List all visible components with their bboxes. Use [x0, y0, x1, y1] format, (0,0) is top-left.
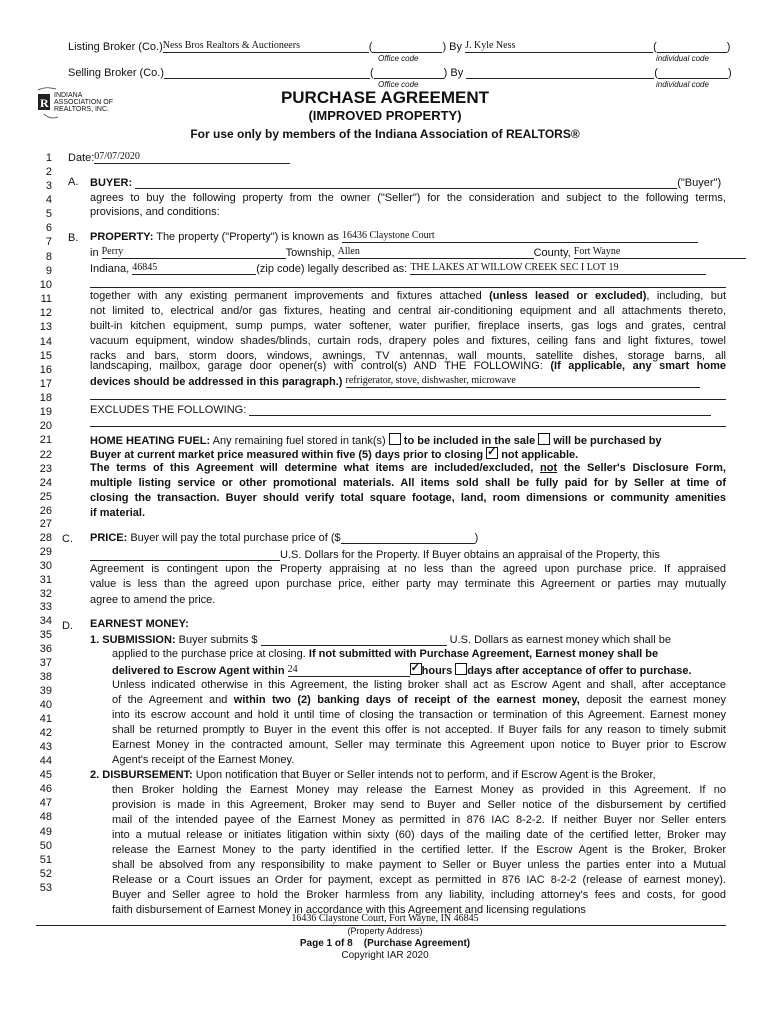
line-number: 29 — [39, 546, 52, 558]
line-number: 48 — [39, 811, 52, 823]
selling-office-code-field[interactable] — [374, 66, 444, 79]
heating-label: HOME HEATING FUEL: — [90, 435, 211, 447]
earnest-line-36b: If not submitted with Purchase Agreement, Earnest money shall be — [308, 648, 659, 660]
legal-description-field[interactable]: THE LAKES AT WILLOW CREEK SEC I LOT 19 — [410, 262, 706, 275]
submission-label: SUBMISSION: — [102, 634, 176, 646]
office-code-label-1: Office code — [378, 54, 419, 63]
line-number: 49 — [39, 826, 52, 838]
township-field[interactable]: Allen — [338, 246, 534, 259]
line-number: 19 — [39, 406, 52, 418]
line-number: 4 — [45, 194, 52, 206]
legal-description-line-10[interactable] — [90, 287, 726, 288]
logo-line-1: INDIANA — [54, 92, 83, 99]
line-number: 26 — [39, 505, 52, 517]
svg-text:R: R — [40, 96, 49, 110]
property-text-line-15: racks and bars, storm doors, windows, awnings, TV antennas, wall mounts, satellite dishes, storage barns, all — [90, 350, 726, 362]
disb-line-46: provision is made in this Agreement, Broker may send to Buyer and Seller notice of the disbursement by certified — [112, 799, 726, 811]
selling-broker-row: Selling Broker (Co.) ( ) By ( ) — [68, 67, 732, 79]
line-number: 41 — [39, 713, 52, 725]
line-number: 1 — [45, 152, 52, 164]
individual-code-label-2: individual code — [656, 80, 709, 89]
line-number: 6 — [45, 222, 52, 234]
line-number: 31 — [39, 574, 52, 586]
price-label: PRICE: — [90, 532, 128, 544]
zip-field[interactable]: 46845 — [132, 262, 256, 275]
buyer-row — [90, 176, 721, 189]
property-row-17 — [90, 375, 700, 388]
disb-line-48: into a mutual release or initiates litigation within sixty (60) days of the mailing date of the certified letter, Broker may — [112, 829, 726, 841]
listing-broker-field[interactable]: Ness Bros Realtors & Auctioneers — [163, 40, 369, 53]
page-subtitle: (IMPROVED PROPERTY) — [308, 108, 462, 123]
price-row — [90, 531, 478, 544]
line-number: 2 — [45, 166, 52, 178]
footer-copyright: Copyright IAR 2020 — [341, 950, 429, 961]
section-a-letter: A. — [68, 176, 79, 188]
earnest-line-36a: applied to the purchase price at closing. — [112, 648, 306, 660]
line-number: 18 — [39, 392, 52, 404]
footer-address-label: (Property Address) — [347, 926, 423, 936]
line-number: 42 — [39, 727, 52, 739]
earnest-amount-field[interactable] — [261, 633, 447, 646]
days-checkbox[interactable] — [455, 663, 467, 675]
price-text: Buyer will pay the total purchase price of ($ — [130, 532, 341, 544]
price-row-29 — [90, 548, 660, 561]
zip-label: (zip code) legally described as: — [256, 263, 408, 275]
line-number: 43 — [39, 741, 52, 753]
terms-line-23: The terms of this Agreement will determine what items are included/excluded, not the Seller's Disclosure Form, — [90, 462, 726, 474]
line-number: 50 — [39, 840, 52, 852]
included-items-field[interactable]: refrigerator, stove, dishwasher, microwave — [346, 375, 700, 388]
line-number: 39 — [39, 685, 52, 697]
earnest-row-36 — [112, 648, 658, 660]
heating-opt1: to be included in the sale — [403, 435, 536, 447]
earnest-line-42: Earnest Money in the contracted amount, Seller may terminate this Agreement upon notice to Buyer prior to Escrow — [112, 739, 726, 751]
listing-broker-label: Listing Broker (Co.) — [68, 41, 163, 53]
date-field[interactable]: 07/07/2020 — [94, 151, 290, 164]
line-number: 32 — [39, 588, 52, 600]
excludes-line-20[interactable] — [90, 426, 726, 427]
section-b-letter: B. — [68, 232, 79, 244]
line-number: 3 — [45, 180, 52, 192]
disb-line-51: Release or a Court issues an Order for payment, except as permitted in 876 IAC 8-2-2 (release of earnest money). — [112, 874, 726, 886]
line-number: 20 — [39, 420, 52, 432]
line-number: 22 — [39, 449, 52, 461]
logo-line-2: ASSOCIATION OF — [54, 99, 113, 106]
property-row-7 — [90, 230, 698, 243]
heating-line-22: Buyer at current market price measured within five (5) days prior to closing — [90, 449, 484, 461]
submission-num: 1. — [90, 634, 100, 646]
disbursement-label: DISBURSEMENT: — [102, 769, 193, 781]
office-code-label-2: Office code — [378, 80, 419, 89]
line-number: 10 — [39, 279, 52, 291]
individual-code-label-1: individual code — [656, 54, 709, 63]
city-field[interactable]: Perry — [102, 246, 286, 259]
submission-text: Buyer submits $ — [178, 634, 258, 646]
footer-page-info: Page 1 of 8 (Purchase Agreement) — [299, 938, 471, 949]
price-close: ) — [474, 532, 479, 544]
listing-broker-row: Listing Broker (Co.)Ness Bros Realtors & Auctioneers ( ) By J. Kyle Ness ( ) — [68, 40, 731, 53]
buyer-suffix: ("Buyer") — [677, 177, 722, 189]
excludes-field[interactable] — [249, 403, 711, 416]
selling-broker-field[interactable] — [164, 66, 370, 79]
disb-line-52: Buyer and Seller agree to hold the Broker harmless from any liability, including attorney's fees and costs, for good — [112, 889, 726, 901]
excludes-label: EXCLUDES THE FOLLOWING: — [90, 404, 247, 416]
line-number: 37 — [39, 657, 52, 669]
disb-line-50: shall be absolved from any responsibility to make payment to Seller or Buyer unless the parties enter into a Mutual — [112, 859, 726, 871]
terms-line-24: multiple listing service or other promotional materials. All items sold shall be fully paid for by Seller at time of — [90, 477, 726, 489]
line-number: 25 — [39, 491, 52, 503]
submission-row — [90, 633, 671, 646]
by-label: By — [449, 41, 463, 53]
line-number: 53 — [39, 882, 52, 894]
disbursement-row — [90, 769, 656, 781]
line-number: 27 — [39, 518, 52, 530]
price-words-field[interactable] — [90, 548, 280, 561]
township-label: Township, — [285, 247, 335, 259]
date-row — [68, 151, 290, 164]
footer-address: 16436 Claystone Court, Fort Wayne, IN 46845 — [291, 913, 479, 924]
line-number: 23 — [39, 463, 52, 475]
date-label: Date: — [68, 152, 95, 164]
price-line-31: value is less than the agreed upon purchase price, either party may terminate this Agreement or parties may mutually — [90, 578, 726, 590]
line-number: 9 — [45, 265, 52, 277]
section-c-letter: C. — [62, 533, 73, 545]
line-number: 28 — [39, 532, 52, 544]
purchased-checkbox[interactable] — [538, 433, 550, 445]
buyer-field[interactable] — [135, 176, 677, 189]
line-number: 11 — [40, 293, 52, 305]
line-number: 15 — [39, 350, 52, 362]
terms-line-26: if material. — [90, 507, 146, 519]
line-number: 34 — [39, 615, 52, 627]
selling-broker-label: Selling Broker (Co.) — [68, 67, 164, 79]
earnest-row-37 — [112, 663, 692, 677]
line-number: 44 — [39, 755, 52, 767]
earnest-line-37a: delivered to Escrow Agent within — [112, 665, 285, 677]
listing-individual-code-field[interactable] — [657, 40, 727, 53]
line-number: 38 — [39, 671, 52, 683]
listing-agent-field[interactable]: J. Kyle Ness — [465, 40, 653, 53]
price-line-32: agree to amend the price. — [90, 594, 216, 606]
line-number: 7 — [45, 236, 52, 248]
selling-individual-code-field[interactable] — [658, 66, 728, 79]
hours-checkbox[interactable] — [410, 663, 422, 675]
included-items-line-18[interactable] — [90, 399, 726, 400]
property-text-line-11: together with any existing permanent improvements and fixtures attached (unless leased or excluded), including, but — [90, 290, 726, 302]
line-number: 14 — [39, 336, 52, 348]
price-amount-field[interactable] — [341, 531, 475, 544]
hours-label: hours — [421, 665, 453, 677]
line-number: 36 — [39, 643, 52, 655]
line-number: 52 — [39, 868, 52, 880]
disb-line-45: then Broker holding the Earnest Money may release the Earnest Money as provided in this Agreement. If no — [112, 784, 726, 796]
price-line-30: Agreement is contingent upon the Property appraising at no less than the agreed upon purchase price. If appraised — [90, 563, 726, 575]
line-number: 24 — [39, 477, 52, 489]
page-title: PURCHASE AGREEMENT — [280, 88, 490, 107]
earnest-line-38: Unless indicated otherwise in this Agreement, the listing broker shall act as Escrow Agent and shall, after acceptance — [112, 679, 726, 691]
property-text-line-12: not limited to, electrical and/or gas fixtures, heating and central air-conditioning equipment and all attachments thereto, — [90, 305, 726, 317]
state-label: Indiana, — [90, 263, 130, 275]
line-number: 5 — [45, 208, 52, 220]
days-label: days after acceptance of offer to purchase. — [467, 665, 692, 677]
selling-agent-field[interactable] — [466, 66, 654, 79]
heating-text: Any remaining fuel stored in tank(s) — [212, 435, 386, 447]
disb-line-53: faith disbursement of Earnest Money in accordance with this Agreement and licensing regulations — [112, 904, 586, 916]
earnest-line-40: into its escrow account and hold it until time of closing the transaction or termination of this Agreement. Earnest money — [112, 709, 726, 721]
disb-line-49: release the Earnest Money to the party identified in the certified letter. If the Escrow Agent is the Broker, Broker — [112, 844, 726, 856]
line-number: 12 — [39, 307, 52, 319]
earnest-line-43: Agent's receipt of the Earnest Money. — [112, 754, 295, 766]
section-d-letter: D. — [62, 620, 73, 632]
not-applicable-label: not applicable. — [501, 449, 579, 461]
included-checkbox[interactable] — [389, 433, 401, 445]
not-applicable-checkbox[interactable] — [486, 447, 498, 459]
submission-tail: U.S. Dollars as earnest money which shall be — [449, 634, 671, 646]
buyer-text-line-4: agrees to buy the following property from the owner ("Seller") for the consideration and subject to the following terms, — [90, 192, 726, 204]
heating-row-22 — [90, 447, 578, 461]
heating-opt2: will be purchased by — [553, 435, 662, 447]
listing-office-code-field[interactable] — [372, 40, 442, 53]
buyer-text-line-5: provisions, and conditions: — [90, 206, 220, 218]
property-address-field[interactable]: 16436 Claystone Court — [342, 230, 698, 243]
line-number: 47 — [39, 797, 52, 809]
property-row-9 — [90, 262, 706, 275]
delivery-time-field[interactable]: 24 — [288, 664, 410, 677]
line-number: 8 — [45, 251, 52, 263]
earnest-label: EARNEST MONEY: — [90, 618, 189, 630]
line-number: 21 — [39, 434, 52, 446]
logo-line-3: REALTORS, INC. — [54, 106, 109, 113]
smart-home-note: devices should be addressed in this paragraph.) — [90, 376, 343, 388]
by-label-2: By — [450, 67, 464, 79]
line-number: 45 — [39, 769, 52, 781]
disbursement-text: Upon notification that Buyer or Seller intends not to perform, and if Escrow Agent is the Broker, — [195, 769, 656, 781]
disb-line-47: mail of the intended payee of the Earnest Money as permitted in 876 IAC 8-2-2. If neither Buyer nor Seller enters — [112, 814, 726, 826]
line-number: 30 — [39, 560, 52, 572]
county-field[interactable]: Fort Wayne — [574, 246, 746, 259]
property-text-line-16: landscaping, mailbox, garage door opener(s) with control(s) AND THE FOLLOWING: (If applicable, any smart home — [90, 360, 726, 372]
line-number: 46 — [39, 783, 52, 795]
price-line-29: U.S. Dollars for the Property. If Buyer obtains an appraisal of the Property, this — [280, 549, 660, 561]
heating-row — [90, 433, 662, 447]
county-label: County, — [533, 247, 571, 259]
excludes-row — [90, 403, 711, 416]
property-row-8 — [90, 246, 746, 259]
property-text-line-13: built-in kitchen equipment, sump pumps, water softener, water purifier, fireplace inserts, gas logs and grates, central — [90, 320, 726, 332]
earnest-line-41: shall be returned promptly to Buyer in the event this offer is not accepted. If Buyer fails for any reason to timely submit — [112, 724, 726, 736]
buyer-label: BUYER: — [90, 177, 133, 189]
line-number: 51 — [39, 854, 52, 866]
line-number: 40 — [39, 699, 52, 711]
line-number: 33 — [39, 601, 52, 613]
in-label: in — [90, 247, 99, 259]
property-text-line-14: vacuum equipment, window shades/blinds, curtain rods, drapery poles and fixtures, ceiling fans and light fixtures, towel — [90, 335, 726, 347]
line-number: 16 — [39, 364, 52, 376]
line-number: 17 — [39, 378, 52, 390]
line-number: 35 — [39, 629, 52, 641]
membership-notice: For use only by members of the Indiana Association of REALTORS® — [190, 127, 580, 141]
disbursement-num: 2. — [90, 769, 100, 781]
line-number: 13 — [39, 321, 52, 333]
earnest-line-39: of the Agreement and within two (2) banking days of receipt of the earnest money, deposit the earnest money — [112, 694, 726, 706]
property-intro: The property ("Property") is known as — [156, 231, 339, 243]
terms-line-25: closing the transaction. Buyer should verify total square footage, land, room dimensions or community amenities — [90, 492, 726, 504]
property-label: PROPERTY: — [90, 231, 154, 243]
